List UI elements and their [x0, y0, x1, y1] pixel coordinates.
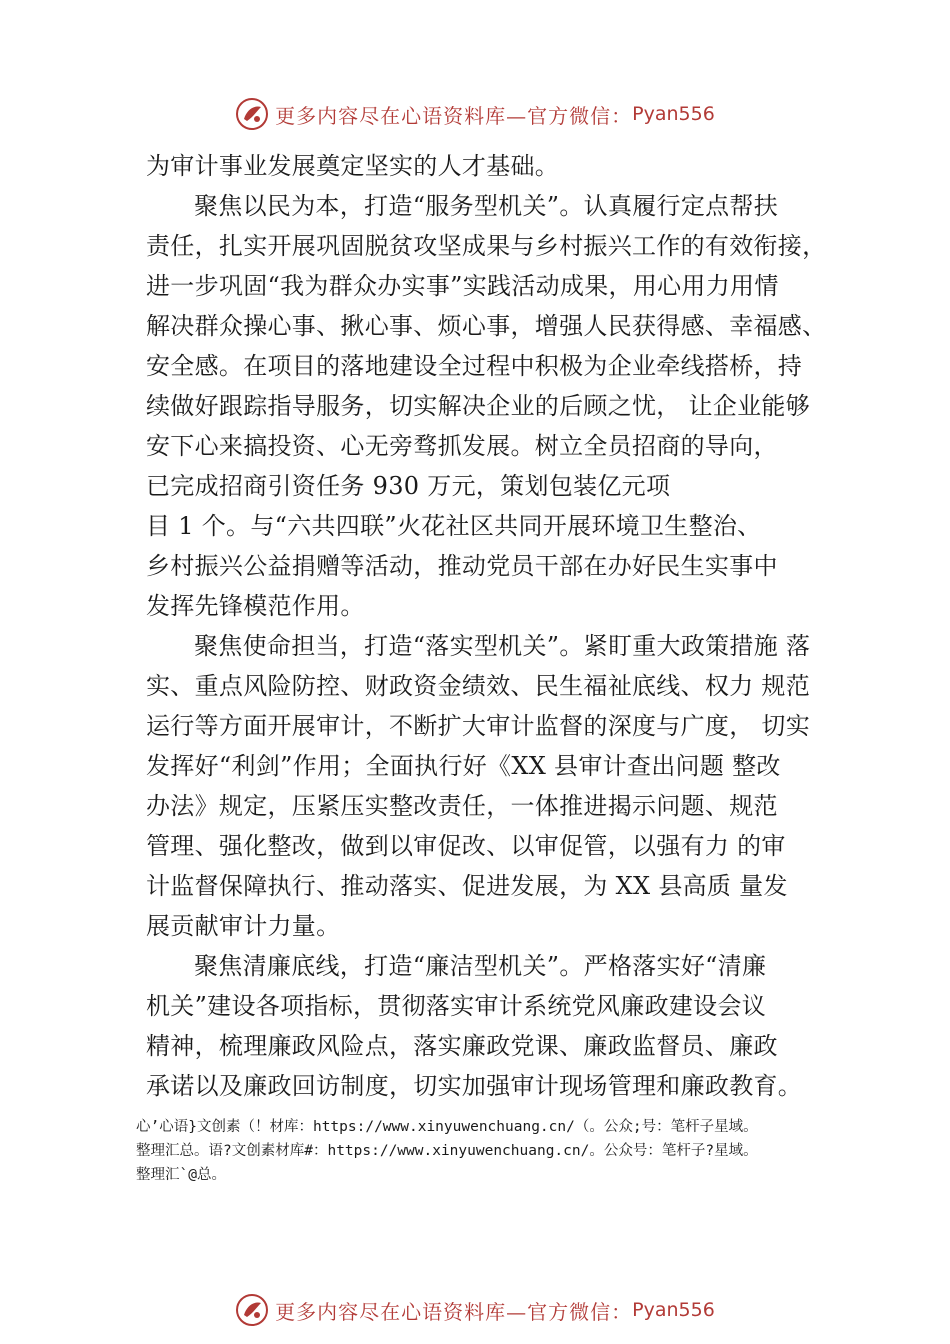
banner-text: 更多内容尽在心语资料库—官方微信：: [275, 1299, 633, 1324]
text-line: 实、重点风险防控、财政资金绩效、民生福祉底线、权力 规范: [146, 672, 811, 700]
paragraph-start-line: 聚焦清廉底线，打造“廉洁型机关”。严格落实好“清廉: [194, 952, 767, 980]
source-note-line: 心’心语}文创素（！材库：https://www.xinyuwenchuang.cn/（。公众;号：笔杆子星域。: [136, 1119, 758, 1135]
text-line: 发挥先锋模范作用。: [146, 592, 365, 620]
text-line: 续做好跟踪指导服务，切实解决企业的后顾之忧， 让企业能够: [146, 392, 811, 420]
xinyu-logo-icon: [235, 1293, 269, 1327]
text-line: 机关”建设各项指标，贯彻落实审计系统党风廉政建设会议: [146, 992, 767, 1020]
text-line: 目 1 个。与“六共四联”火花社区共同开展环境卫生整治、: [146, 512, 762, 540]
text-line: 进一步巩固“我为群众办实事”实践活动成果，用心用力用情: [146, 272, 779, 300]
paragraph-start-line: 聚焦使命担当，打造“落实型机关”。紧盯重大政策措施 落: [194, 632, 811, 660]
text-line: 安下心来搞投资、心无旁骛抓发展。树立全员招商的导向，: [146, 432, 778, 460]
text-line: 管理、强化整改，做到以审促改、以审促管，以强有力 的审: [146, 832, 786, 860]
text-line: 计监督保障执行、推动落实、促进发展，为 XX 县高质 量发: [146, 872, 788, 900]
xinyu-logo-icon: [235, 97, 269, 131]
source-note: [136, 1115, 836, 1187]
banner-wechat-id: Pyan556: [632, 103, 715, 125]
source-note-line: 整理汇`@总。: [136, 1167, 226, 1183]
text-line: 责任，扎实开展巩固脱贫攻坚成果与乡村振兴工作的有效衔接，: [146, 232, 827, 260]
text-line: 乡村振兴公益捐赠等活动，推动党员干部在办好民生实事中: [146, 552, 778, 580]
text-line: 解决群众操心事、揪心事、烦心事，增强人民获得感、幸福感、: [146, 312, 827, 340]
text-line: 承诺以及廉政回访制度，切实加强审计现场管理和廉政教育。: [146, 1072, 803, 1100]
header-banner: [0, 92, 950, 136]
text-line: 已完成招商引资任务 930 万元，策划包装亿元项: [146, 472, 671, 500]
text-line: 为审计事业发展奠定坚实的人才基础。: [146, 152, 560, 180]
source-note-line: 整理汇总。语?文创素材库#：https://www.xinyuwenchuang.cn/。公众号：笔杆子?星域。: [136, 1143, 758, 1159]
document-body: [146, 146, 836, 1106]
text-line: 发挥好“利剑”作用；全面执行好《XX 县审计查出问题 整改: [146, 752, 781, 780]
text-line: 精神，梳理廉政风险点，落实廉政党课、廉政监督员、廉政: [146, 1032, 778, 1060]
banner-wechat-id: Pyan556: [632, 1299, 715, 1321]
text-line: 办法》规定，压紧压实整改责任，一体推进揭示问题、规范: [146, 792, 778, 820]
text-line: 安全感。在项目的落地建设全过程中积极为企业牵线搭桥，持: [146, 352, 803, 380]
footer-banner: [0, 1288, 950, 1332]
text-line: 展贡献审计力量。: [146, 912, 341, 940]
banner-text: 更多内容尽在心语资料库—官方微信：: [275, 103, 633, 128]
paragraph-start-line: 聚焦以民为本，打造“服务型机关”。认真履行定点帮扶: [194, 192, 779, 220]
text-line: 运行等方面开展审计，不断扩大审计监督的深度与广度， 切实: [146, 712, 811, 740]
